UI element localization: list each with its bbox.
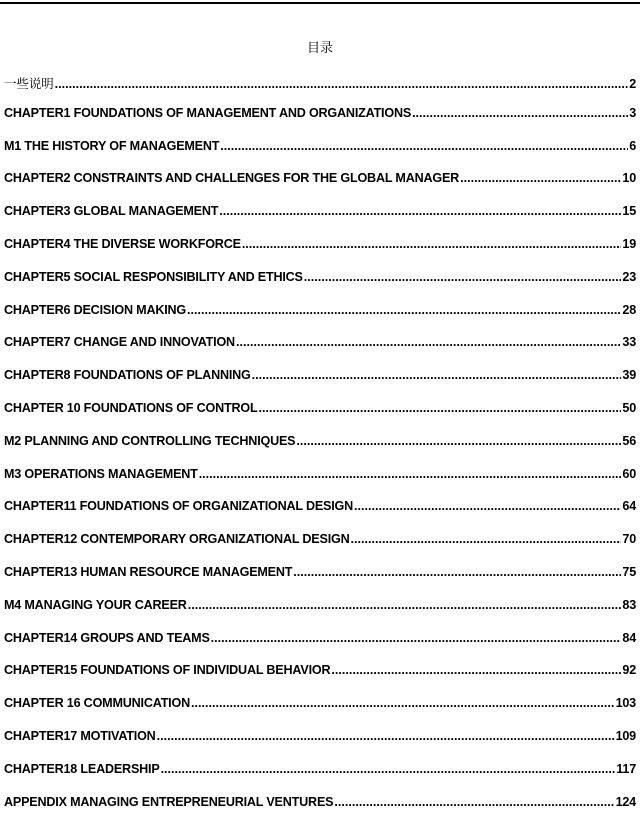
toc-entry-label: M3 OPERATIONS MANAGEMENT (4, 466, 198, 481)
toc-entry-page: 60 (622, 466, 636, 481)
toc-entry-page: 2 (629, 77, 636, 91)
toc-entry[interactable] (4, 467, 636, 500)
toc-entry-page: 75 (622, 564, 636, 579)
toc-leader-dots (242, 237, 622, 251)
toc-entry[interactable] (4, 204, 636, 237)
toc-entry[interactable] (4, 795, 636, 827)
toc-entry-label: CHAPTER3 GLOBAL MANAGEMENT (4, 204, 219, 219)
toc-entry-label: 一些说明 (4, 76, 54, 91)
toc-leader-dots (187, 303, 621, 317)
toc-entry-page: 83 (622, 597, 636, 612)
toc-entry-page: 109 (615, 728, 636, 743)
toc-entry-page: 84 (622, 630, 636, 645)
toc-entry-label: CHAPTER 10 FOUNDATIONS OF CONTROL (4, 400, 258, 415)
toc-entry[interactable] (4, 270, 636, 303)
toc-entry-label: CHAPTER1 FOUNDATIONS OF MANAGEMENT AND ORGANIZATIONS (4, 105, 412, 120)
toc-entry[interactable] (4, 696, 636, 729)
toc-entry[interactable] (4, 434, 636, 467)
toc-entry-page: 92 (622, 663, 636, 678)
toc-entry-label: CHAPTER7 CHANGE AND INNOVATION (4, 335, 235, 350)
toc-entry-page: 33 (622, 335, 636, 350)
toc-leader-dots (55, 77, 629, 91)
toc-entry-page: 19 (622, 236, 636, 251)
toc-entry[interactable] (4, 631, 636, 664)
toc-entry[interactable] (4, 139, 636, 172)
toc-entry-page: 6 (629, 138, 636, 153)
toc-leader-dots (236, 335, 621, 349)
toc-entry-label: CHAPTER13 HUMAN RESOURCE MANAGEMENT (4, 564, 293, 579)
toc-entry-label: CHAPTER12 CONTEMPORARY ORGANIZATIONAL DESIGN (4, 532, 350, 547)
toc-list (4, 73, 636, 827)
toc-entry-label: CHAPTER17 MOTIVATION (4, 728, 156, 743)
toc-entry-label: M1 THE HISTORY OF MANAGEMENT (4, 138, 220, 153)
toc-leader-dots (354, 499, 621, 513)
toc-entry[interactable] (4, 532, 636, 565)
page-title: 目录 (306, 41, 333, 56)
toc-entry-label: CHAPTER5 SOCIAL RESPONSIBILITY AND ETHICS (4, 269, 303, 284)
toc-entry-label: M2 PLANNING AND CONTROLLING TECHNIQUES (4, 433, 296, 448)
toc-leader-dots (334, 795, 614, 809)
toc-entry-page: 64 (622, 499, 636, 514)
toc-entry[interactable] (4, 598, 636, 631)
toc-leader-dots (219, 204, 621, 218)
toc-entry[interactable] (4, 565, 636, 598)
toc-entry-page: 70 (622, 532, 636, 547)
toc-entry-page: 56 (622, 433, 636, 448)
toc-entry[interactable] (4, 171, 636, 204)
toc-entry-page: 124 (615, 794, 636, 809)
toc-entry-label: CHAPTER6 DECISION MAKING (4, 302, 187, 317)
toc-entry[interactable] (4, 368, 636, 401)
toc-entry[interactable] (4, 729, 636, 762)
toc-leader-dots (161, 762, 616, 776)
toc-entry-page: 39 (622, 368, 636, 383)
toc-leader-dots (304, 270, 622, 284)
toc-entry-page: 3 (629, 105, 636, 120)
toc-leader-dots (351, 532, 622, 546)
toc-entry-page: 23 (622, 269, 636, 284)
toc-leader-dots (211, 631, 622, 645)
toc-entry-label: CHAPTER 16 COMMUNICATION (4, 696, 190, 711)
toc-entry-label: CHAPTER18 LEADERSHIP (4, 761, 160, 776)
toc-leader-dots (460, 171, 621, 185)
toc-entry[interactable] (4, 335, 636, 368)
toc-leader-dots (157, 729, 615, 743)
toc-entry-label: CHAPTER2 CONSTRAINTS AND CHALLENGES FOR THE GLOBAL MANAGER (4, 171, 460, 186)
toc-entry-label: CHAPTER8 FOUNDATIONS OF PLANNING (4, 368, 251, 383)
toc-entry[interactable] (4, 303, 636, 336)
toc-entry-label: M4 MANAGING YOUR CAREER (4, 597, 187, 612)
toc-entry-page: 15 (622, 204, 636, 219)
toc-entry-page: 28 (622, 302, 636, 317)
toc-leader-dots (293, 565, 621, 579)
toc-leader-dots (331, 663, 621, 677)
toc-leader-dots (188, 598, 622, 612)
toc-entry[interactable] (4, 499, 636, 532)
toc-entry[interactable] (4, 73, 636, 106)
top-rule (0, 2, 640, 4)
toc-leader-dots (296, 434, 621, 448)
toc-entry-label: CHAPTER4 THE DIVERSE WORKFORCE (4, 236, 241, 251)
toc-entry-page: 103 (615, 696, 636, 711)
toc-leader-dots (199, 467, 622, 481)
toc-entry-page: 10 (622, 171, 636, 186)
toc-entry[interactable] (4, 401, 636, 434)
toc-entry-page: 117 (616, 761, 636, 776)
toc-leader-dots (220, 139, 628, 153)
toc-entry[interactable] (4, 663, 636, 696)
toc-entry-label: CHAPTER11 FOUNDATIONS OF ORGANIZATIONAL DESIGN (4, 499, 354, 514)
toc-leader-dots (412, 106, 628, 120)
toc-entry-label: APPENDIX MANAGING ENTREPRENEURIAL VENTURES (4, 794, 334, 809)
toc-leader-dots (191, 696, 615, 710)
toc-leader-dots (258, 401, 621, 415)
toc-entry-page: 50 (622, 400, 636, 415)
toc-entry-label: CHAPTER14 GROUPS AND TEAMS (4, 630, 210, 645)
toc-entry[interactable] (4, 106, 636, 139)
toc-entry-label: CHAPTER15 FOUNDATIONS OF INDIVIDUAL BEHAVIOR (4, 663, 331, 678)
toc-leader-dots (252, 368, 622, 382)
toc-entry[interactable] (4, 237, 636, 270)
toc-entry[interactable] (4, 762, 636, 795)
